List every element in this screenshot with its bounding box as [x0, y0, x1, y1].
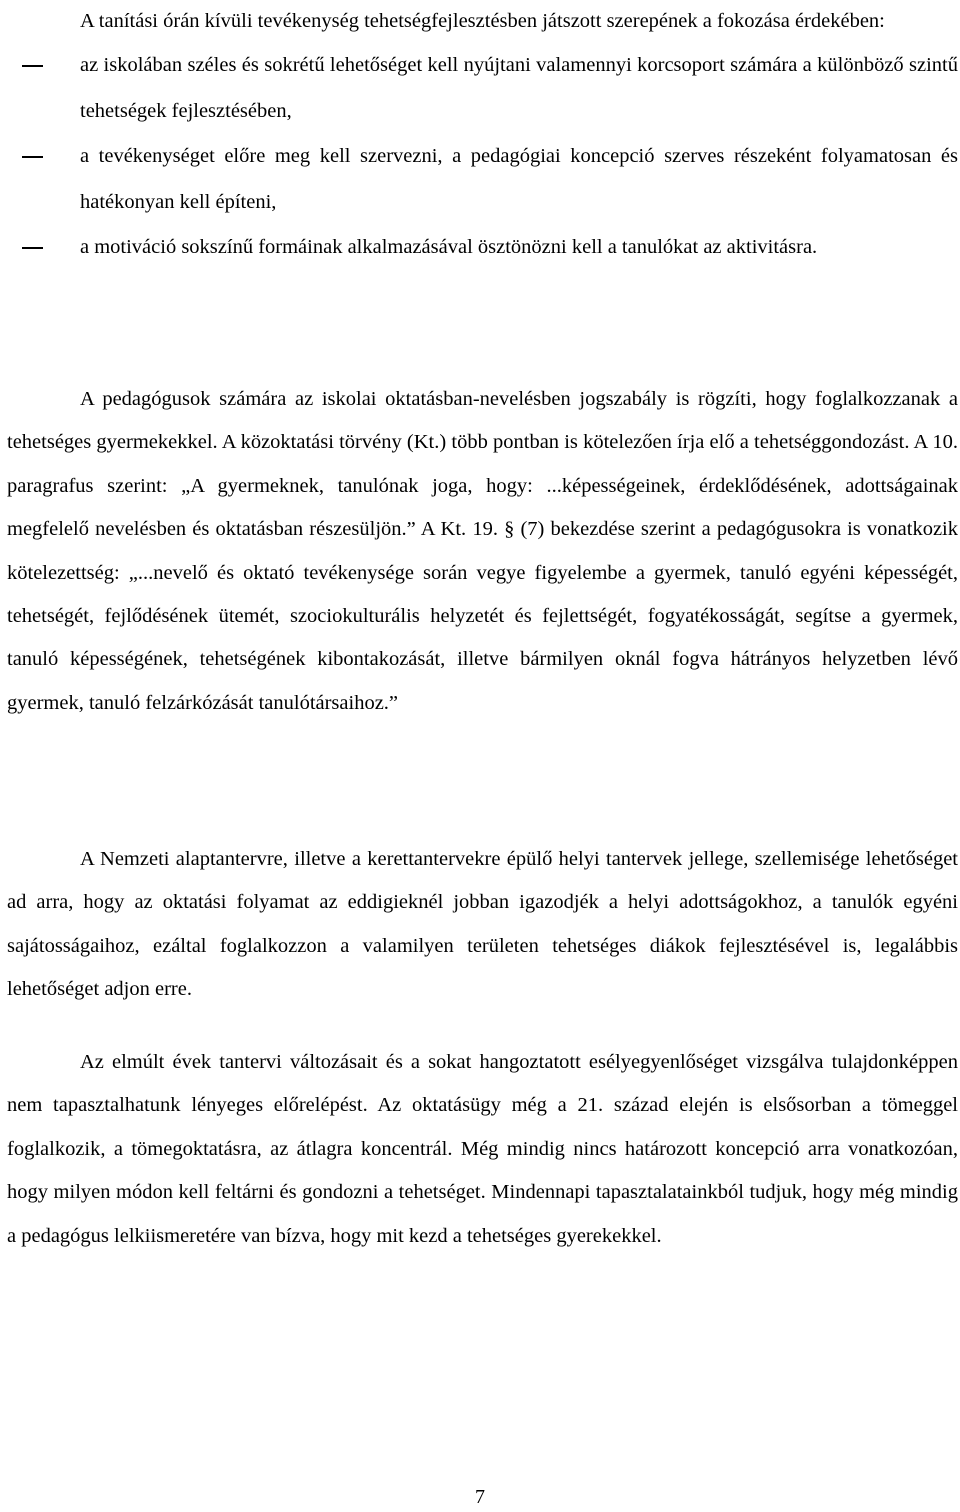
list-item-text: a tevékenységet előre meg kell szervezni, a pedagógiai koncepció szerves részeként folyamatosan és hatékonyan kell építeni, [80, 145, 958, 213]
bullet-list [7, 43, 958, 271]
document-page [7, 0, 958, 1247]
page-number: 7 [475, 1486, 485, 1508]
paragraph-legal: A pedagógusok számára az iskolai oktatásban-nevelésben jogszabály is rögzíti, hogy foglalkozzanak a tehetséges gyermekekkel. A közoktatási törvény (Kt.) több pontban is kötelezően írja elő a tehetséggondozást. A 10. paragrafus szerint: „A gyermeknek, tanulónak joga, hogy: ...képességeinek, érdeklődésének, adottságainak megfelelő nevelésben és oktatásban részesüljön.” A Kt. 19. § (7) bekezdése szerint a pedagógusokra is vonatkozik kötelezettség: „...nevelő és oktató tevékenysége során vegye figyelembe a gyermek, tanuló egyéni képességét, tehetségét, fejlődésének ütemét, szociokulturális helyzetét és fejlettségét, fogyatékosságát, segítse a gyermek, tanuló képességének, tehetségének kibontakozását, illetve bármilyen oknál fogva hátrányos helyzetben lévő gyermek, tanuló felzárkózását tanulótársaihoz.” [7, 388, 958, 714]
list-item [7, 134, 958, 225]
dash-bullet-icon [22, 156, 43, 158]
list-item-text: a motiváció sokszínű formáinak alkalmazásával ösztönözni kell a tanulókat az aktivitásra. [80, 236, 818, 259]
dash-bullet-icon [22, 247, 43, 249]
list-item [7, 43, 958, 134]
dash-bullet-icon [22, 65, 43, 67]
intro-paragraph: A tanítási órán kívüli tevékenység tehetségfejlesztésben játszott szerepének a fokozása érdekében: [80, 10, 885, 32]
list-item [7, 225, 958, 271]
list-item-text: az iskolában széles és sokrétű lehetőséget kell nyújtani valamennyi korcsoport számára a különböző szintű tehetségek fejlesztésében, [80, 54, 958, 122]
paragraph-curriculum: A Nemzeti alaptantervre, illetve a kerettantervekre épülő helyi tantervek jellege, szellemisége lehetőséget ad arra, hogy az oktatási folyamat az eddigieknél jobban igazodjék a helyi adottságokhoz, a tanulók egyéni sajátosságaihoz, ezáltal foglalkozzon a valamilyen területen tehetséges diákok fejlesztésével is, legalábbis lehetőséget adjon erre. [7, 848, 958, 1001]
paragraph-equal-opportunity: Az elmúlt évek tantervi változásait és a sokat hangoztatott esélyegyenlőséget vizsgálva tulajdonképpen nem tapasztalhatunk lényeges előrelépést. Az oktatásügy még a 21. század elején is elsősorban a tömeggel foglalkozik, a tömegoktatásra, az átlagra koncentrál. Még mindig nincs határozott koncepció arra vonatkozóan, hogy milyen módon kell feltárni és gondozni a tehetséget. Mindennapi tapasztalatainkból tudjuk, hogy még mindig a pedagógus lelkiismeretére van bízva, hogy mit kezd a tehetséges gyerekekkel. [7, 1051, 958, 1247]
